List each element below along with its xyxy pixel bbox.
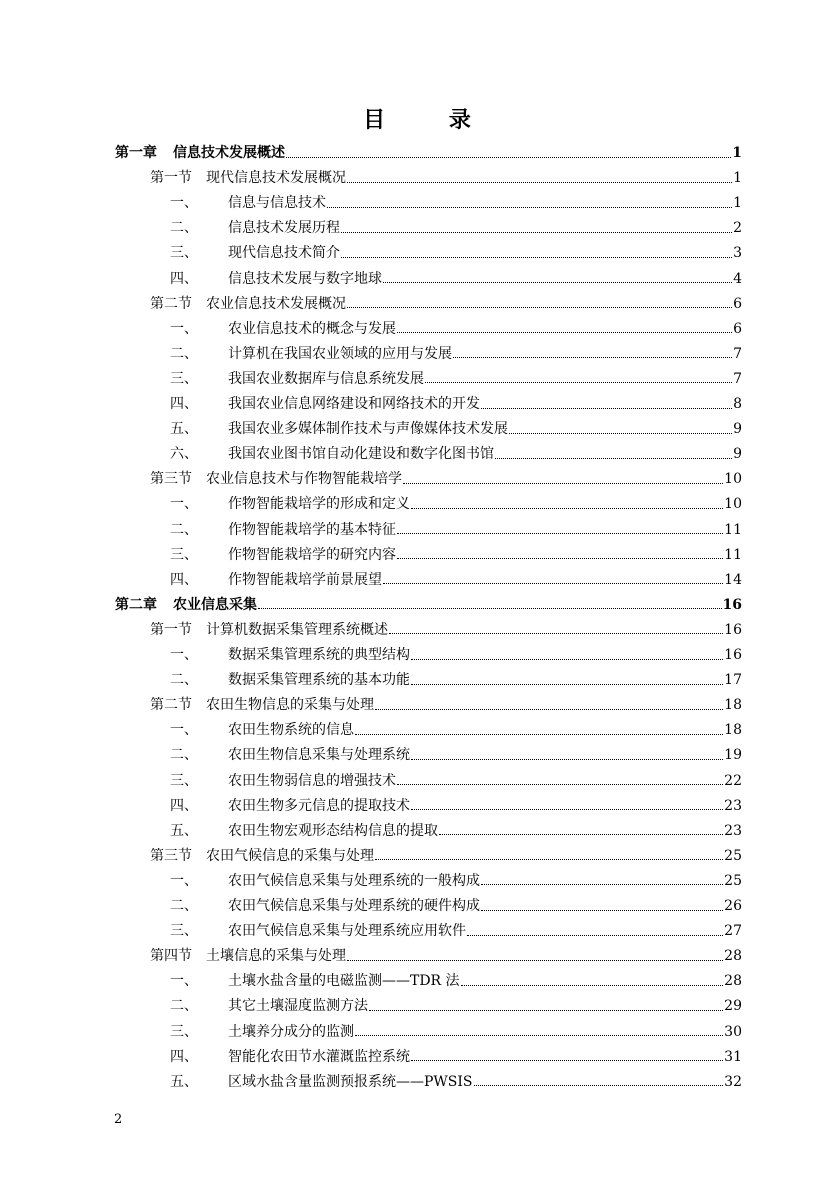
toc-entry-title: 土壤水盐含量的电磁监测——TDR 法 [228, 973, 460, 990]
dot-leader [425, 382, 732, 383]
toc-entry-title: 信息技术发展历程 [228, 220, 340, 237]
toc-entry-number: 一、 [170, 320, 198, 337]
toc-entry[interactable] [150, 168, 742, 188]
toc-entry-number: 六、 [170, 446, 198, 463]
toc-entry-number: 二、 [170, 521, 198, 538]
toc-entry-page: 28 [724, 948, 742, 965]
toc-entry-number: 一、 [170, 872, 198, 889]
dot-leader [397, 784, 723, 785]
dot-leader [383, 282, 732, 283]
toc-entry[interactable] [170, 871, 742, 891]
toc-entry-page: 27 [724, 923, 742, 940]
dot-leader [453, 357, 732, 358]
toc-entry-number: 一、 [170, 496, 198, 513]
toc-entry-title: 作物智能栽培学的研究内容 [228, 546, 396, 563]
toc-entry-title: 作物智能栽培学的基本特征 [228, 521, 396, 538]
toc-entry-number: 五、 [170, 822, 198, 839]
toc-entry[interactable] [170, 494, 742, 514]
dot-leader [389, 633, 723, 634]
toc-entry-number: 一、 [170, 195, 198, 212]
toc-entry[interactable] [170, 645, 742, 665]
toc-entry[interactable] [170, 971, 742, 991]
dot-leader [474, 1085, 724, 1086]
dot-leader [347, 307, 732, 308]
dot-leader [403, 483, 723, 484]
toc-entry-page: 11 [724, 546, 742, 563]
toc-entry-title: 农田生物系统的信息 [228, 722, 354, 739]
toc-entry-number: 第二章 [115, 596, 157, 613]
dot-leader [411, 809, 723, 810]
toc-entry-number: 五、 [170, 1073, 198, 1090]
toc-entry-page: 18 [724, 697, 742, 714]
toc-entry-title: 我国农业信息网络建设和网络技术的开发 [228, 396, 480, 412]
toc-entry[interactable] [170, 771, 742, 791]
toc-entry[interactable] [150, 946, 742, 966]
toc-entry-page: 8 [733, 396, 742, 412]
toc-entry-title: 农田生物信息采集与处理系统 [228, 747, 410, 764]
toc-entry[interactable] [170, 444, 742, 464]
page-title: 目 录 [363, 108, 499, 133]
toc-entry[interactable] [170, 570, 742, 590]
toc-entry-title: 作物智能栽培学的形成和定义 [228, 496, 410, 513]
toc-entry-page: 29 [724, 998, 742, 1015]
toc-entry[interactable] [170, 921, 742, 941]
toc-entry[interactable] [170, 269, 742, 289]
dot-leader [397, 332, 732, 333]
toc-entry[interactable] [170, 720, 742, 740]
toc-entry[interactable] [150, 846, 742, 866]
toc-entry-title: 作物智能栽培学前景展望 [228, 571, 382, 588]
toc-entry-page: 30 [724, 1023, 742, 1040]
toc-entry[interactable] [170, 796, 742, 816]
toc-entry-number: 第二节 [150, 697, 192, 714]
toc-entry-title: 农田气候信息采集与处理系统的硬件构成 [228, 898, 480, 914]
toc-entry-page: 10 [724, 471, 742, 488]
toc-entry-number: 三、 [170, 245, 198, 262]
toc-entry-title: 农业信息技术发展概况 [206, 295, 346, 312]
toc-entry-number: 四、 [170, 571, 198, 588]
toc-entry-title: 农田生物弱信息的增强技术 [228, 772, 396, 789]
toc-entry-number: 三、 [170, 923, 198, 940]
dot-leader [375, 709, 723, 710]
dot-leader [481, 408, 732, 409]
toc-entry-number: 五、 [170, 421, 198, 438]
dot-leader [383, 583, 723, 584]
toc-entry-page: 16 [724, 647, 742, 663]
toc-entry[interactable] [170, 193, 742, 213]
toc-entry[interactable] [170, 745, 742, 765]
page-number: 2 [114, 1112, 123, 1127]
toc-entry-title: 土壤养分成分的监测 [228, 1023, 354, 1040]
dot-leader [341, 257, 732, 258]
toc-entry[interactable] [170, 996, 742, 1016]
dot-leader [411, 508, 723, 509]
dot-leader [461, 985, 724, 986]
toc-entry-number: 三、 [170, 1023, 198, 1040]
dot-leader [509, 433, 732, 434]
toc-entry-title: 计算机数据采集管理系统概述 [206, 621, 388, 638]
toc-entry-page: 25 [724, 872, 742, 889]
toc-entry-number: 第一章 [115, 145, 157, 161]
toc-entry[interactable] [170, 821, 742, 841]
dot-leader [411, 684, 723, 685]
dot-leader [347, 960, 723, 961]
dot-leader [355, 1035, 723, 1036]
toc-entry-number: 三、 [170, 370, 198, 387]
toc-entry[interactable] [170, 369, 742, 389]
toc-entry-number: 一、 [170, 647, 198, 663]
toc-entry-page: 4 [733, 270, 742, 287]
toc-entry-number: 第四节 [150, 948, 192, 965]
toc-entry-number: 二、 [170, 672, 198, 689]
toc-entry-page: 23 [724, 797, 742, 814]
toc-entry-title: 现代信息技术简介 [228, 245, 340, 262]
toc-entry-page: 9 [733, 421, 742, 438]
toc-entry[interactable] [170, 218, 742, 238]
dot-leader [481, 884, 723, 885]
toc-entry[interactable] [115, 595, 742, 615]
toc-entry-number: 四、 [170, 797, 198, 814]
toc-entry-page: 31 [724, 1048, 742, 1065]
dot-leader [341, 232, 732, 233]
toc-entry-page: 26 [724, 898, 742, 914]
dot-leader [286, 157, 731, 158]
toc-entry-title: 农业信息技术与作物智能栽培学 [206, 471, 402, 488]
dot-leader [439, 834, 723, 835]
toc-entry[interactable] [170, 545, 742, 565]
toc-entry-page: 11 [724, 521, 742, 538]
toc-entry-title: 农业信息采集 [173, 596, 257, 613]
toc-entry-page: 3 [733, 245, 742, 262]
toc-entry-page: 23 [724, 822, 742, 839]
toc-entry[interactable] [170, 243, 742, 263]
toc-entry[interactable] [170, 419, 742, 439]
toc-entry-number: 三、 [170, 772, 198, 789]
toc-entry[interactable] [170, 344, 742, 364]
toc-entry[interactable] [170, 319, 742, 339]
toc-entry-page: 28 [724, 973, 742, 990]
dot-leader [481, 910, 723, 911]
toc-entry-number: 第三节 [150, 471, 192, 488]
toc-entry-title: 农田生物宏观形态结构信息的提取 [228, 822, 438, 839]
toc-entry[interactable] [115, 143, 742, 163]
dot-leader [411, 759, 723, 760]
toc-entry-page: 1 [732, 145, 742, 161]
toc-entry[interactable] [170, 1047, 742, 1067]
toc-entry-title: 其它土壤湿度监测方法 [228, 998, 368, 1015]
toc-entry-title: 数据采集管理系统的基本功能 [228, 672, 410, 689]
dot-leader [347, 182, 732, 183]
toc-entry-page: 22 [724, 772, 742, 789]
toc-entry-title: 区域水盐含量监测预报系统——PWSIS [228, 1073, 473, 1090]
toc-entry-number: 二、 [170, 345, 198, 362]
dot-leader [467, 935, 723, 936]
toc-entry-title: 土壤信息的采集与处理 [206, 948, 346, 965]
dot-leader [397, 558, 723, 559]
toc-entry[interactable] [170, 520, 742, 540]
toc-entry-title: 智能化农田节水灌溉监控系统 [228, 1048, 410, 1065]
toc-entry-number: 一、 [170, 973, 198, 990]
toc-entry-number: 四、 [170, 396, 198, 412]
toc-entry[interactable] [150, 620, 742, 640]
toc-entry[interactable] [170, 670, 742, 690]
toc-entry-page: 32 [724, 1073, 742, 1090]
toc-entry-page: 19 [724, 747, 742, 764]
toc-entry-title: 农田生物信息的采集与处理 [206, 697, 374, 714]
toc-entry[interactable] [150, 695, 742, 715]
toc-entry-page: 10 [724, 496, 742, 513]
toc-entry-page: 1 [733, 195, 742, 212]
toc-entry-number: 三、 [170, 546, 198, 563]
toc-entry[interactable] [170, 1072, 742, 1092]
toc-entry-page: 7 [733, 370, 742, 387]
toc-entry-title: 数据采集管理系统的典型结构 [228, 647, 410, 663]
toc-entry[interactable] [170, 1022, 742, 1042]
toc-entry-title: 现代信息技术发展概况 [206, 170, 346, 187]
toc-entry-page: 2 [733, 220, 742, 237]
toc-entry-page: 18 [724, 722, 742, 739]
toc-entry-number: 二、 [170, 898, 198, 914]
toc-entry-title: 农业信息技术的概念与发展 [228, 320, 396, 337]
toc-entry-page: 6 [733, 295, 742, 312]
toc-entry-title: 信息技术发展与数字地球 [228, 270, 382, 287]
toc-entry-page: 7 [733, 345, 742, 362]
toc-entry-number: 二、 [170, 220, 198, 237]
toc-entry[interactable] [170, 394, 742, 414]
toc-entry-title: 我国农业数据库与信息系统发展 [228, 370, 424, 387]
toc-entry-page: 1 [733, 170, 742, 187]
toc-entry[interactable] [150, 469, 742, 489]
toc-entry-title: 信息技术发展概述 [173, 145, 285, 161]
toc-entry-number: 第二节 [150, 295, 192, 312]
dot-leader [327, 207, 732, 208]
dot-leader [375, 859, 723, 860]
toc-entry-title: 农田气候信息的采集与处理 [206, 847, 374, 864]
toc-entry-title: 我国农业多媒体制作技术与声像媒体技术发展 [228, 421, 508, 438]
toc-entry-number: 四、 [170, 270, 198, 287]
toc-entry-number: 一、 [170, 722, 198, 739]
toc-entry-page: 14 [724, 571, 742, 588]
toc-entry[interactable] [170, 896, 742, 916]
dot-leader [369, 1010, 723, 1011]
toc-entry-title: 农田气候信息采集与处理系统的一般构成 [228, 872, 480, 889]
toc-entry-page: 17 [724, 672, 742, 689]
dot-leader [397, 533, 723, 534]
dot-leader [355, 734, 723, 735]
toc-entry-page: 16 [724, 621, 742, 638]
toc-entry-number: 第一节 [150, 170, 192, 187]
toc-entry-number: 二、 [170, 998, 198, 1015]
toc-entry-page: 9 [733, 446, 742, 463]
toc-entry-page: 25 [724, 847, 742, 864]
toc-entry-title: 农田气候信息采集与处理系统应用软件 [228, 923, 466, 940]
toc-entry-number: 第一节 [150, 621, 192, 638]
toc-entry-number: 第三节 [150, 847, 192, 864]
dot-leader [411, 1060, 723, 1061]
toc-entry-title: 农田生物多元信息的提取技术 [228, 797, 410, 814]
toc-entry-title: 信息与信息技术 [228, 195, 326, 212]
dot-leader [411, 659, 723, 660]
toc-entry-title: 我国农业图书馆自动化建设和数字化图书馆 [228, 446, 494, 463]
dot-leader [258, 608, 722, 609]
dot-leader [495, 458, 732, 459]
toc-entry-page: 16 [722, 596, 742, 613]
toc-entry[interactable] [150, 294, 742, 314]
toc-entry-page: 6 [733, 320, 742, 337]
toc-entry-number: 四、 [170, 1048, 198, 1065]
toc-entry-number: 二、 [170, 747, 198, 764]
toc-entry-title: 计算机在我国农业领域的应用与发展 [228, 345, 452, 362]
